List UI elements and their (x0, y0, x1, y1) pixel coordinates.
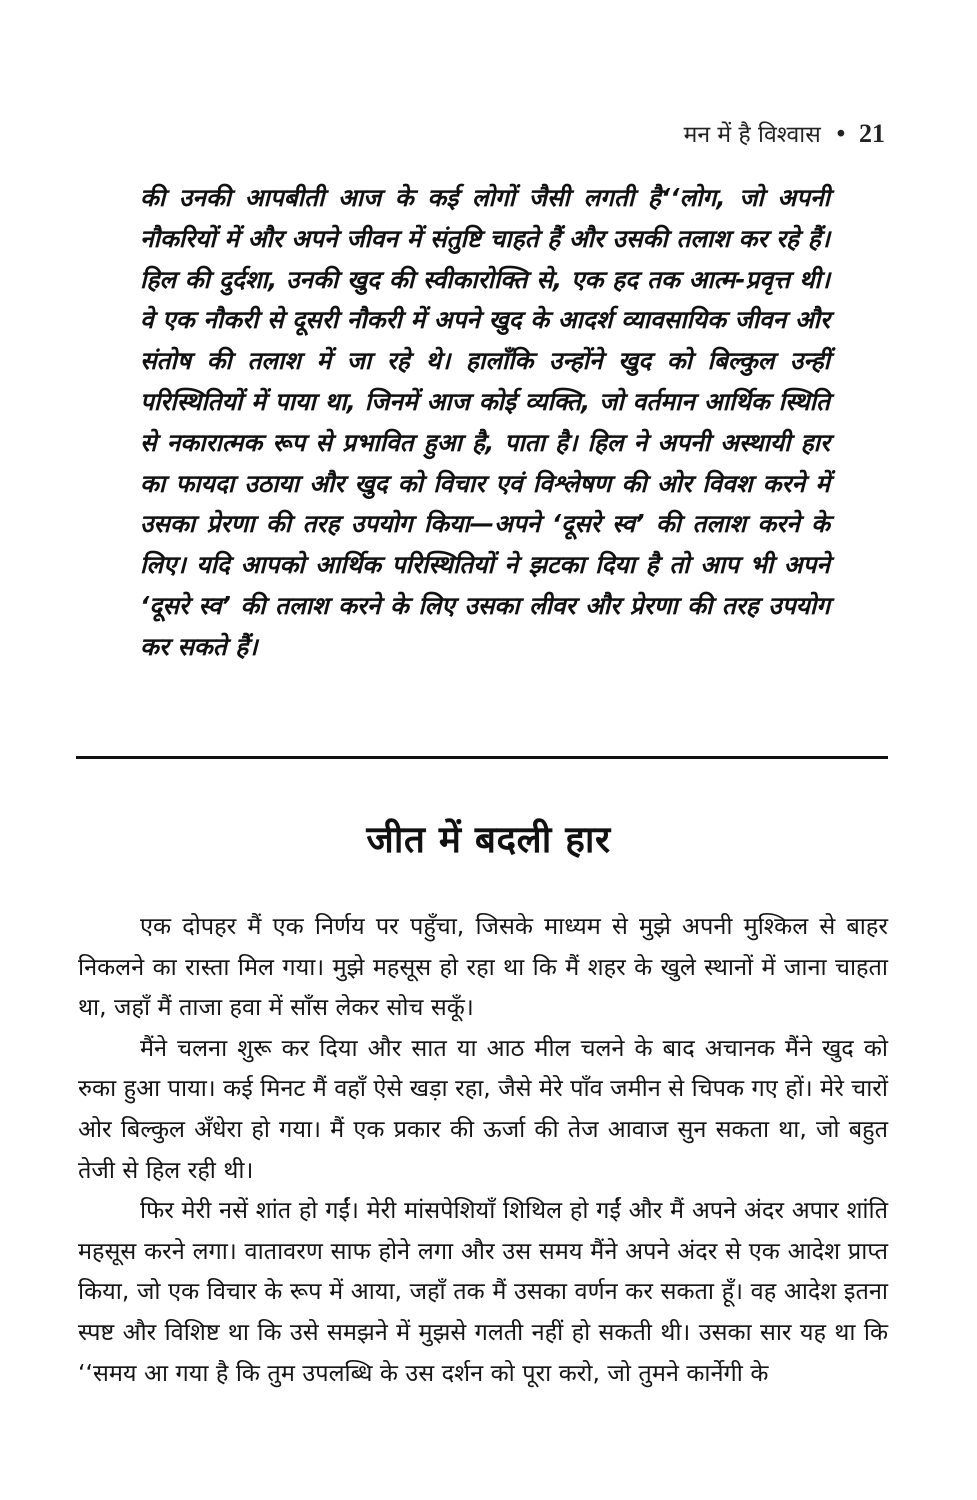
body-paragraph: मैंने चलना शुरू कर दिया और सात या आठ मील चलने के बाद अचानक मैंने खुद को रुका हुआ पाया। कई मिनट मैं वहाँ ऐसे खड़ा रहा, जैसे मेरे पाँव जमीन से चिपक गए हों। मेरे चारों ओर बिल्कुल अँधेरा हो गया। मैं एक प्रकार की ऊर्जा की तेज आवाज सुन सकता था, जो बहुत तेजी से हिल रही थी। (78, 1033, 888, 1184)
quote-block: की उनकी आपबीती आज के कई लोगों जैसी लगती है‘‘लोग, जो अपनी नौकरियों में और अपने जीवन में संतुष्टि चाहते हैं और उसकी तलाश कर रहे हैं। हिल की दुर्दशा, उनकी खुद की स्वीकारोक्ति से, एक हद तक आत्म-प्रवृत्त थी। वे एक नौकरी से दूसरी नौकरी में अपने खुद के आदर्श व्यावसायिक जीवन और संतोष की तलाश में जा रहे थे। हालाँकि उन्होंने खुद को बिल्कुल उन्हीं परिस्थितियों में पाया था, जिनमें आज कोई व्यक्ति, जो वर्तमान आर्थिक स्थिति से नकारात्मक रूप से प्रभावित हुआ है, पाता है। हिल ने अपनी अस्थायी हार का फायदा उठाया और खुद को विचार एवं विश्लेषण की ओर विवश करने में उसका प्रेरणा की तरह उपयोग किया—अपने ‘दूसरे स्व’ की तलाश करने के लिए। यदि आपको आर्थिक परिस्थितियों ने झटका दिया है तो आप भी अपने ‘दूसरे स्व’ की तलाश करने के लिए उसका लीवर और प्रेरणा की तरह उपयोग कर सकते हैं। (140, 183, 830, 661)
section-title: जीत में बदली हार (366, 818, 611, 861)
page-number: 21 (859, 119, 885, 148)
body-text (78, 906, 888, 1393)
body-paragraph: एक दोपहर मैं एक निर्णय पर पहुँचा, जिसके माध्यम से मुझे अपनी मुश्किल से बाहर निकलने का रास्ता मिल गया। मुझे महसूस हो रहा था कि मैं शहर के खुले स्थानों में जाना चाहता था, जहाँ मैं ताजा हवा में साँस लेकर सोच सकूँ। (78, 912, 888, 1022)
body-paragraph: फिर मेरी नसें शांत हो गईं। मेरी मांसपेशियाँ शिथिल हो गईं और मैं अपने अंदर अपार शांति महसूस करने लगा। वातावरण साफ होने लगा और उस समय मैंने अपने अंदर से एक आदेश प्राप्त किया, जो एक विचार के रूप में आया, जहाँ तक मैं उसका वर्णन कर सकता हूँ। वह आदेश इतना स्पष्ट और विशिष्ट था कि उसे समझने में मुझसे गलती नहीं हो सकती थी। उसका सार यह था कि ‘‘समय आ गया है कि तुम उपलब्धि के उस दर्शन को पूरा करो, जो तुमने कार्नेगी के (78, 1196, 888, 1387)
running-header (684, 118, 885, 151)
header-bullet: • (834, 122, 848, 148)
section-divider (76, 756, 888, 759)
running-title: मन में है विश्वास (683, 122, 821, 148)
